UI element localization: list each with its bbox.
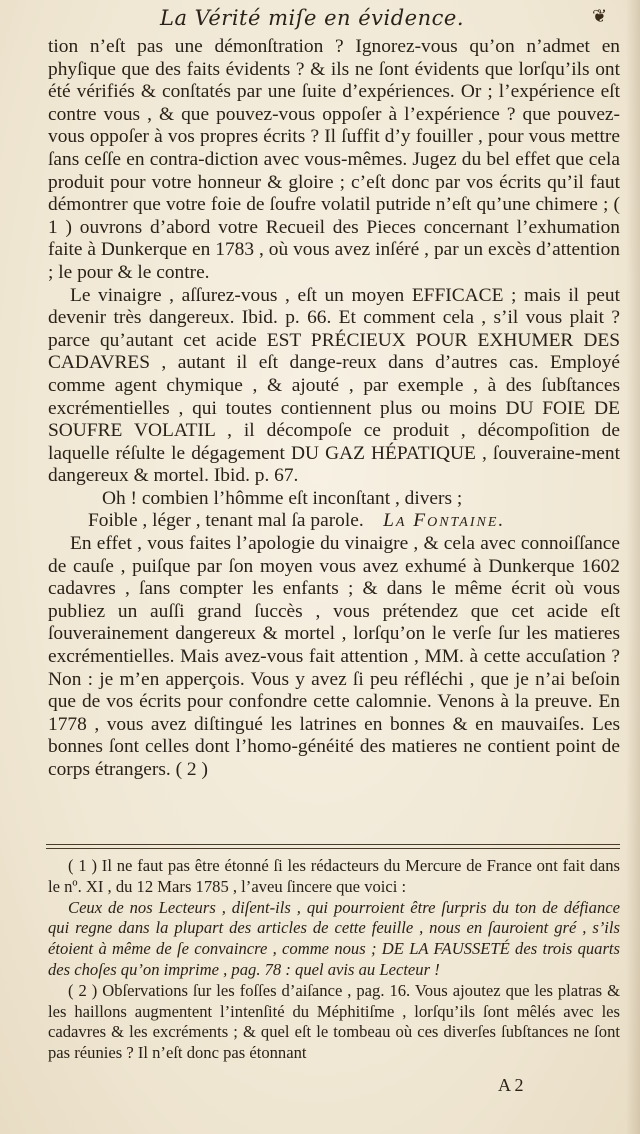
signature-mark: A 2 [498, 1075, 524, 1095]
paragraph-1: tion n’eſt pas une démonſtration ? Ignorez-vous qu’on n’admet en phyſique que des faits évidents ? & ils ne ſont évidents que lorſqu’ils ont été vérifiés & conſtatés par une ſuite d’expériences. Or ; l’expérience eſt contre vous , & que pouvez-vous oppoſer à l’expérience ? que pouvez-vous oppoſer à vos propres écrits ? Il ſuffit d’y fouiller , pour vous mettre ſans ceſſe en contra-diction avec vous-mêmes. Jugez du bel effet que cela produit pour votre honneur & gloire ; c’eſt donc par vos écrits qu’il faut démontrer que votre foie de ſoufre volatil putride n’eſt qu’une chimere ; ( 1 ) ouvrons d’abord votre Recueil des Pieces concernant l’exhumation faite à Dunkerque en 1783 , où vous avez inſéré , par un excès d’attention ; le pour & le contre. [48, 36, 620, 283]
footnote-1-quote-text: Ceux de nos Lecteurs , diſent-ils , qui pourroient être ſurpris du ton de défiance qui regne dans la plupart des articles de cette feuille , nous en ſauroient gré , s’ils étoient à même de ſe convaincre , comme nous ; DE LA FAUSSETÉ des trois quarts des choſes qu’on imprime , pag. 78 : quel avis au Lecteur ! [48, 897, 620, 979]
verse-author: La Fontaine. [383, 510, 506, 532]
footnote-1: ( 1 ) Il ne faut pas être étonné ſi les rédacteurs du Mercure de France ont fait dans le nº. XI , du 12 Mars 1785 , l’aveu ſincere que voici : [48, 856, 620, 896]
page-edge-shadow [626, 0, 640, 1134]
footnote-1-quote [48, 898, 620, 981]
running-head [0, 6, 640, 34]
verse-line-2 [48, 510, 620, 533]
footnote-rule [46, 844, 620, 849]
ornament-icon: ❦ [592, 6, 608, 27]
verse-line-1: Oh ! combien l’hômme eſt inconſtant , divers ; [102, 487, 463, 509]
footnote-2: ( 2 ) Obſervations ſur les foſſes d’aiſance , pag. 16. Vous ajoutez que les platras & les haillons augmentent l’intenſité du Méphitiſme , lorſqu’ils ſont mêlés avec les cadavres & les excréments ; & quel eſt le tombeau où ces diverſes ſubſtances ne ſont pas réunies ? Il n’eſt donc pas étonnant [48, 980, 620, 1063]
main-text [48, 36, 620, 782]
paragraph-2: Le vinaigre , aſſurez-vous , eſt un moyen EFFICACE ; mais il peut devenir très dangereux. Ibid. p. 66. Et comment cela , s’il vous plait ? parce qu’autant cet acide EST PRÉCIEUX POUR EXHUMER DES CADAVRES , autant il eſt dange-reux dans d’autres cas. Employé comme agent chymique , & ajouté , par exemple , à des ſubſtances excrémentielles , qui toutes contiennent plus ou moins DU FOIE DE SOUFRE VOLATIL , il décompoſe ce produit , décompoſition de laquelle réſulte le dégagement DU GAZ HÉPATIQUE , ſouveraine-ment dangereux & mortel. Ibid. p. 67. [48, 284, 620, 487]
footnotes [48, 856, 620, 1064]
running-head-title: La Vérité miſe en évidence. [160, 6, 465, 30]
verse-line-2-text: Foible , léger , tenant mal ſa parole. [88, 510, 364, 532]
paragraph-3: En effet , vous faites l’apologie du vinaigre , & cela avec connoiſſance de cauſe , puiſque par ſon moyen vous avez exhumé à Dunkerque 1602 cadavres , ſans compter les enfants ; & dans le même écrit où vous publiez un auſſi grand ſuccès , vous prétendez que cet acide eſt ſouverainement dangereux & mortel , lorſqu’on le verſe ſur les matieres excrémentielles. Mais avez-vous fait attention , MM. à cette accuſation ? Non : je m’en apperçois. Vous y avez ſi peu réfléchi , que je n’ai beſoin que de vos écrits pour confondre cette calomnie. Venons à la preuve. En 1778 , vous avez diſtingué les latrines en bonnes & en mauvaiſes. Les bonnes ſont celles dont l’homo-généité des matieres ne contient point de corps étrangers. ( 2 ) [48, 533, 620, 780]
